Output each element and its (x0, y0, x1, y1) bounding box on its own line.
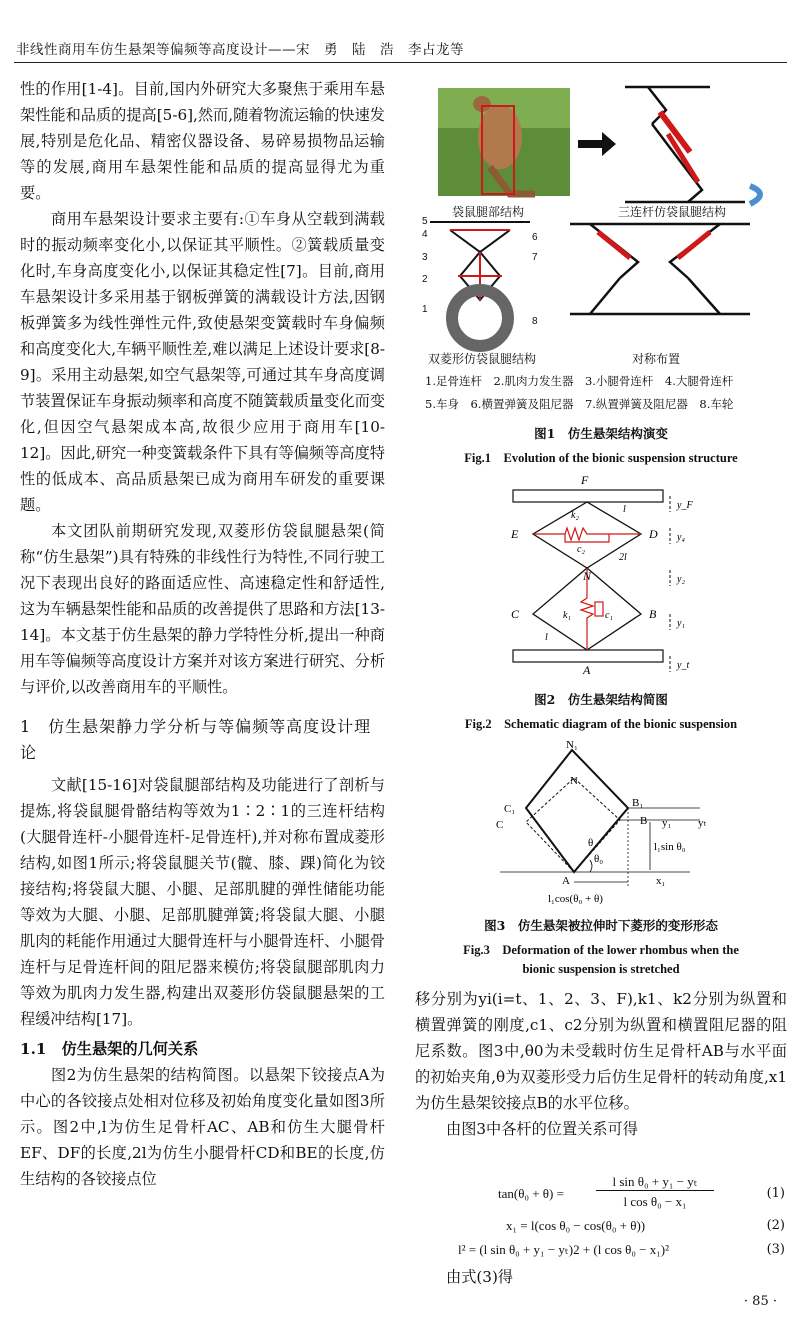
paragraph-5: 图2为仿生悬架的结构简图。以悬架下铰接点A为中心的各铰接点处相对位移及初始角度变化量如图3所示。图2中,l为仿生足骨杆AC、AB和仿生大腿骨杆EF、DF的长度,2l为仿生小腿骨杆CD和BE的长度,仿生结构的各铰接点位 (20, 1066, 385, 1188)
svg-text:c₂: c₂ (577, 544, 585, 555)
subsection-heading-1-1: 1.1 仿生悬架的几何关系 (20, 1040, 199, 1058)
fig1-label-symmetric: 对称布置 (632, 352, 681, 366)
equation-2-number: (2) (766, 1218, 785, 1233)
svg-text:yₜ: yₜ (698, 817, 707, 829)
fig1-legend (425, 370, 785, 416)
svg-text:A: A (562, 875, 570, 887)
fig2-caption-cn: 图2 仿生悬架结构简图 (534, 692, 668, 707)
svg-text:C: C (511, 607, 520, 621)
svg-text:2: 2 (422, 274, 428, 285)
fig1-legend-row-2: 5.车身 6.横置弹簧及阻尼器 7.纵置弹簧及阻尼器 8.车轮 (425, 397, 734, 411)
svg-text:y₁: y₁ (677, 618, 685, 629)
figure-3 (490, 738, 730, 910)
fig3-caption-en-line-1: Fig.3 Deformation of the lower rhombus when the (463, 943, 739, 957)
svg-text:4: 4 (422, 229, 428, 240)
svg-text:y_F: y_F (677, 500, 693, 511)
paragraph-4: 文献[15-16]对袋鼠腿部结构及功能进行了剖析与提炼,将袋鼠腿骨骼结构等效为1∶2∶1的三连杆结构(大腿骨连杆-小腿骨连杆-足骨连杆),并对称布置成菱形结构,如图1所示;将袋鼠腿关节(髋、膝、踝)简化为铰接结构;将袋鼠大腿、小腿、足部肌腱的弹性储能功能等效为大腿、小腿、足部肌腱弹簧;将袋鼠大腿、小腿肌肉的耗能作用通过大腿骨连杆与小腿骨连杆、小腿骨连杆与足骨连杆间的阻尼器来模仿;将袋鼠腿部肌肉力等效为肌肉力发生器,构建出双菱形仿袋鼠腿悬架的工程缓冲结构[17]。 (20, 776, 385, 1028)
svg-text:B: B (649, 607, 657, 621)
equation-1-lhs: tan(θ₀ + θ) = (498, 1186, 564, 1201)
arrow-right-icon (578, 132, 616, 156)
figure-3-graphic (490, 738, 730, 910)
fig1-legend-row-1: 1.足骨连杆 2.肌肉力发生器 3.小腿骨连杆 4.大腿骨连杆 (425, 374, 734, 388)
svg-text:l₁sin θ₀: l₁sin θ₀ (654, 841, 686, 853)
section-heading-1: 1 仿生悬架静力学分析与等偏频等高度设计理论 (20, 717, 372, 762)
svg-text:y₁: y₁ (662, 817, 672, 829)
svg-text:y₄: y₄ (677, 532, 685, 543)
svg-text:A: A (583, 663, 591, 677)
svg-text:k₁: k₁ (563, 610, 571, 621)
equation-1-number: (1) (766, 1186, 785, 1201)
figure-1-graphic (420, 82, 790, 372)
running-header: 非线性商用车仿生悬架等偏频等高度设计——宋 勇 陆 浩 李占龙等 (16, 42, 464, 58)
fig2-caption-en: Fig.2 Schematic diagram of the bionic suspension (464, 717, 738, 731)
svg-text:B: B (640, 815, 648, 827)
paragraph-6: 移分别为yi(i=t、1、2、3、F),k1、k2分别为纵置和横置弹簧的刚度,c1、c2分别为纵置和横置阻尼器的阻尼系数。图3中,θ0为未受载时仿生足骨杆AB与水平面的初始夹角,θ为双菱形受力后仿生足骨杆的转动角度,x1为仿生悬架铰接点B的水平位移。 (415, 990, 787, 1112)
svg-text:k₂: k₂ (571, 510, 579, 521)
paragraph-1: 性的作用[1-4]。目前,国内外研究大多聚焦于乘用车悬架性能和品质的提高[5-6],然而,随着物流运输的快速发展,特别是危化品、精密仪器设备、易碎易损物品运输等的发展,商用车悬架性能和品质的提高显得尤为重要。 (20, 80, 385, 202)
paragraph-2: 商用车悬架设计要求主要有:①车身从空载到满载时的振动频率变化小,以保证其平顺性。②簧载质量变化时,车身高度变化小,以保证其稳定性[7]。目前,商用车悬架设计多采用基于钢板弹簧的满载设计方法,因钢板弹簧多为线性弹性元件,致使悬架变簧载时车身偏频和高度变化大,车辆平顺性差,难以满足上述设计要求[8-9]。采用主动悬架,如空气悬架等,可通过其车身高度调节装置保证车身振动频率和高度不随簧载质量变化而变化,但因空气悬架成本高,故很少应用于商用车[10-12]。因此,研究一种变簧载条件下具有等偏频等高度特性的低成本、高品质悬架已成为商用车研发的重要课题。 (20, 210, 385, 514)
svg-text:6: 6 (532, 232, 538, 243)
svg-text:x₁: x₁ (656, 875, 666, 887)
figure-2 (505, 472, 705, 680)
svg-text:B₁: B₁ (632, 797, 644, 809)
svg-text:y_t: y_t (677, 660, 690, 671)
page-number: · 85 · (743, 1294, 777, 1309)
svg-text:θ₀: θ₀ (594, 853, 604, 865)
fig1-label-kangaroo: 袋鼠腿部结构 (452, 205, 525, 219)
equation-3-number: (3) (766, 1242, 785, 1257)
equation-2: x₁ = l(cos θ₀ − cos(θ₀ + θ)) (506, 1218, 646, 1233)
svg-text:5: 5 (422, 216, 428, 227)
svg-text:c₁: c₁ (605, 610, 613, 621)
fig1-caption-en: Fig.1 Evolution of the bionic suspension structure (464, 451, 738, 465)
svg-text:D: D (649, 527, 658, 541)
fig1-caption-cn: 图1 仿生悬架结构演变 (534, 426, 668, 441)
svg-text:7: 7 (532, 252, 538, 263)
fig3-caption-en-line-2: bionic suspension is stretched (522, 962, 680, 976)
svg-text:y₂: y₂ (677, 574, 685, 585)
svg-text:N₁: N₁ (566, 739, 578, 751)
svg-text:l: l (545, 632, 548, 643)
right-column-tail (415, 1264, 787, 1290)
figure-1 (420, 82, 790, 372)
svg-text:l: l (623, 504, 626, 515)
paragraph-8: 由式(3)得 (446, 1268, 514, 1286)
svg-text:C: C (496, 819, 504, 831)
header-rule (14, 62, 787, 63)
right-column (415, 986, 787, 1142)
svg-text:C₁: C₁ (504, 803, 516, 815)
equation-1-denominator: l cos θ₀ − x₁ (623, 1194, 687, 1209)
svg-text:N: N (570, 775, 578, 787)
paragraph-7: 由图3中各杆的位置关系可得 (446, 1120, 638, 1138)
svg-text:2l: 2l (619, 552, 627, 563)
equation-3: l² = (l sin θ₀ + y₁ − yₜ)2 + (l cos θ₀ − x₁)² (458, 1242, 670, 1257)
svg-text:3: 3 (422, 252, 428, 263)
svg-text:1: 1 (422, 304, 428, 315)
svg-text:θ: θ (588, 837, 594, 849)
fig1-label-double-rhombus: 双菱形仿袋鼠腿结构 (428, 352, 537, 366)
fig1-label-three-link: 三连杆仿袋鼠腿结构 (618, 205, 727, 219)
equation-1-numerator: l sin θ₀ + y₁ − yₜ (596, 1174, 714, 1191)
left-column (20, 76, 385, 1192)
svg-text:N: N (583, 569, 592, 583)
paragraph-3: 本文团队前期研究发现,双菱形仿袋鼠腿悬架(简称“仿生悬架”)具有特殊的非线性行为特性,不同行驶工况下表现出良好的路面适应性、高速稳定性和舒适性,这为车辆悬架性能和品质的改善提供了思路和方法[13-14]。本文基于仿生悬架的静力学特性分析,提出一种商用车等偏频等高度设计方案并对该方案进行研究、分析与评价,以改善商用车的平顺性。 (20, 522, 385, 696)
svg-text:8: 8 (532, 316, 538, 327)
svg-text:E: E (511, 527, 519, 541)
svg-text:F: F (581, 473, 589, 487)
fig3-caption-cn: 图3 仿生悬架被拉伸时下菱形的变形形态 (484, 918, 718, 933)
curved-arrow-icon (750, 186, 760, 204)
figure-2-graphic (505, 472, 705, 680)
svg-text:l₁cos(θ₀ + θ): l₁cos(θ₀ + θ) (548, 893, 603, 905)
